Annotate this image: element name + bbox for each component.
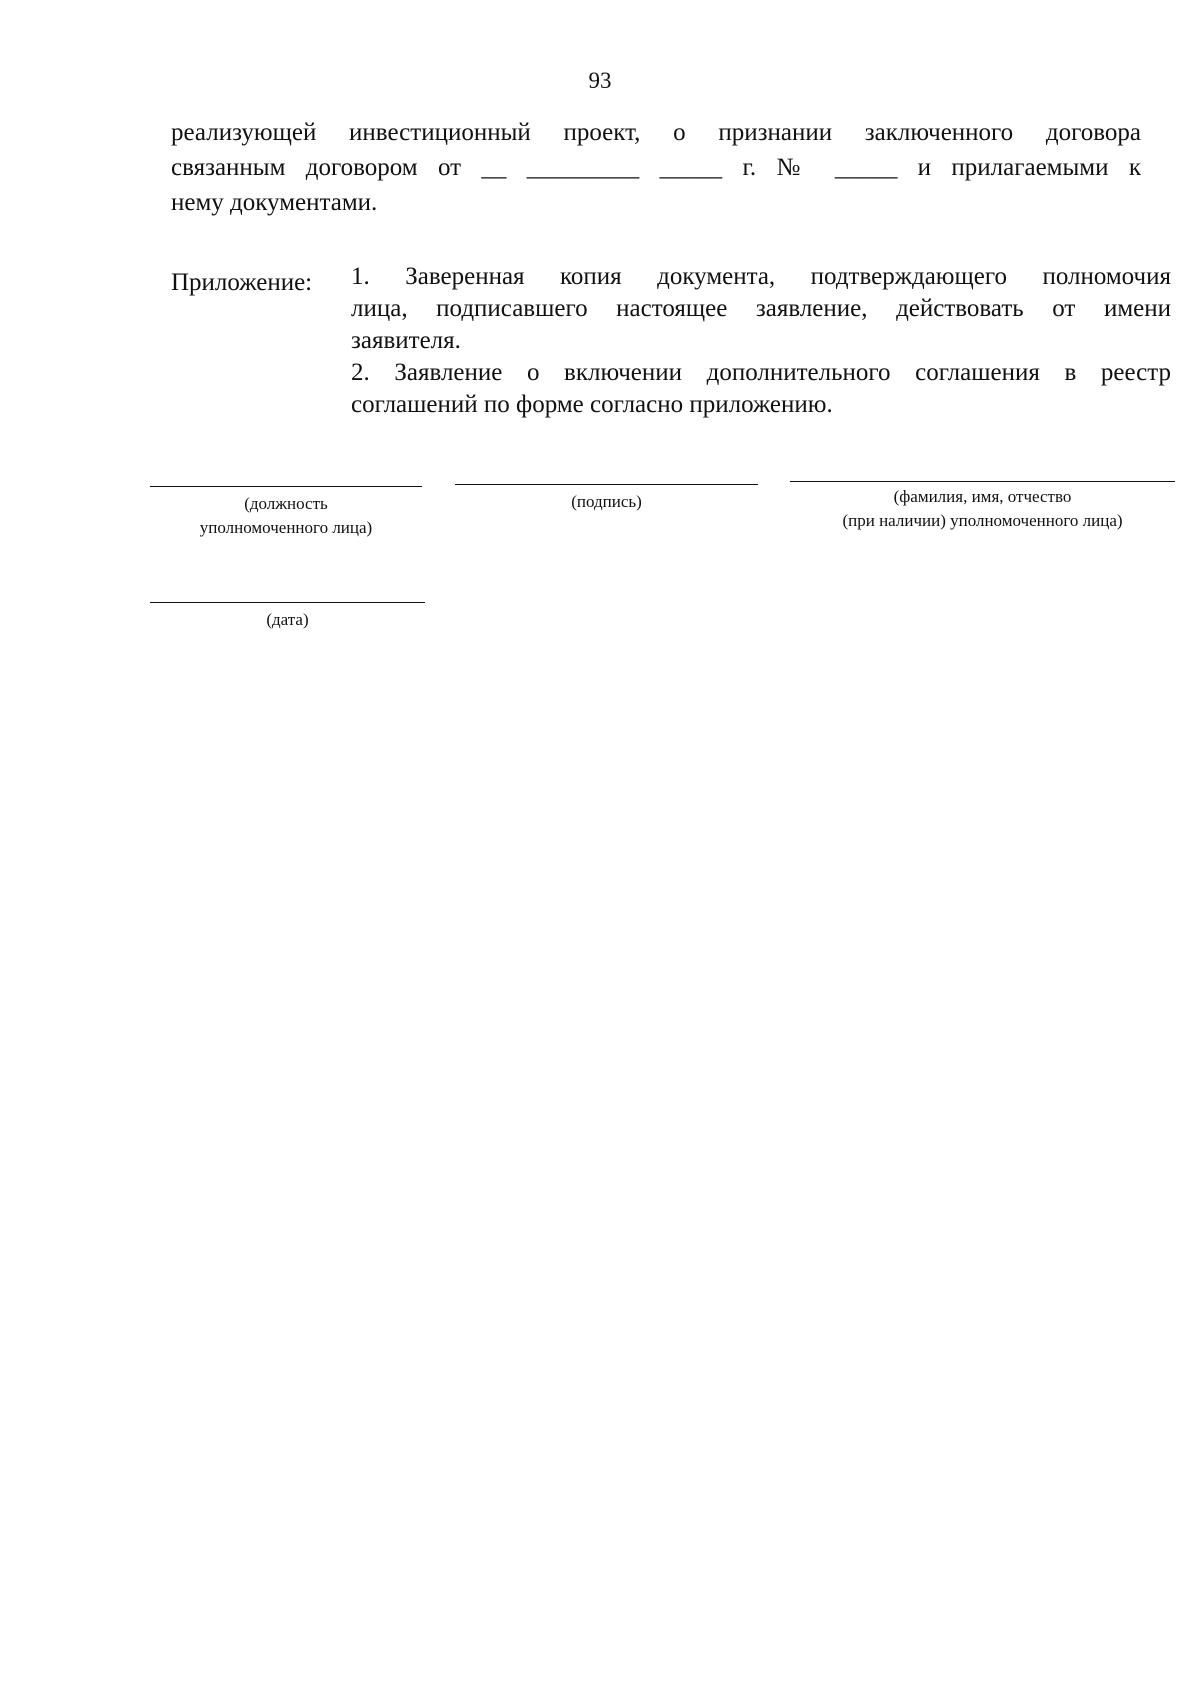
attachment-item-2-line-1: 2. Заявление о включении дополнительного соглашения в реестр <box>351 359 1171 386</box>
attachment-item-1-line-1: 1. Заверенная копия документа, подтверждающего полномочия <box>351 263 1171 290</box>
date-caption: (дата) <box>266 610 309 629</box>
attachment-item-2 <box>351 357 1171 421</box>
paragraph-line-1: реализующей инвестиционный проект, о признании заключенного договора <box>171 119 1141 146</box>
name-caption-line-1: (фамилия, имя, отчество <box>893 487 1072 506</box>
paragraph-line-2: связанным договором от __ _________ _____ г. № _____ и прилагаемыми к <box>171 154 1141 181</box>
paragraph-line-3: нему документами. <box>171 189 378 216</box>
signature-caption: (подпись) <box>571 492 642 511</box>
name-caption-line-2: (при наличии) уполномоченного лица) <box>842 511 1123 530</box>
name-caption <box>790 485 1175 533</box>
position-caption <box>150 492 422 540</box>
body-paragraph <box>171 115 1141 220</box>
date-signature-line <box>150 602 425 603</box>
attachment-label: Приложение: <box>171 269 313 296</box>
attachment-item-1 <box>351 261 1171 357</box>
attachment-list <box>351 261 1171 421</box>
position-caption-line-2: уполномоченного лица) <box>199 518 373 537</box>
attachment-item-1-line-3: заявителя. <box>351 327 461 354</box>
position-signature-line <box>150 486 422 487</box>
position-caption-line-1: (должность <box>244 494 328 513</box>
attachment-item-1-line-2: лица, подписавшего настоящее заявление, действовать от имени <box>351 295 1171 322</box>
page-number: 93 <box>588 68 612 93</box>
signature-line <box>455 484 758 485</box>
name-signature-line <box>790 481 1175 482</box>
attachment-item-2-line-2: соглашений по форме согласно приложению. <box>351 391 833 418</box>
